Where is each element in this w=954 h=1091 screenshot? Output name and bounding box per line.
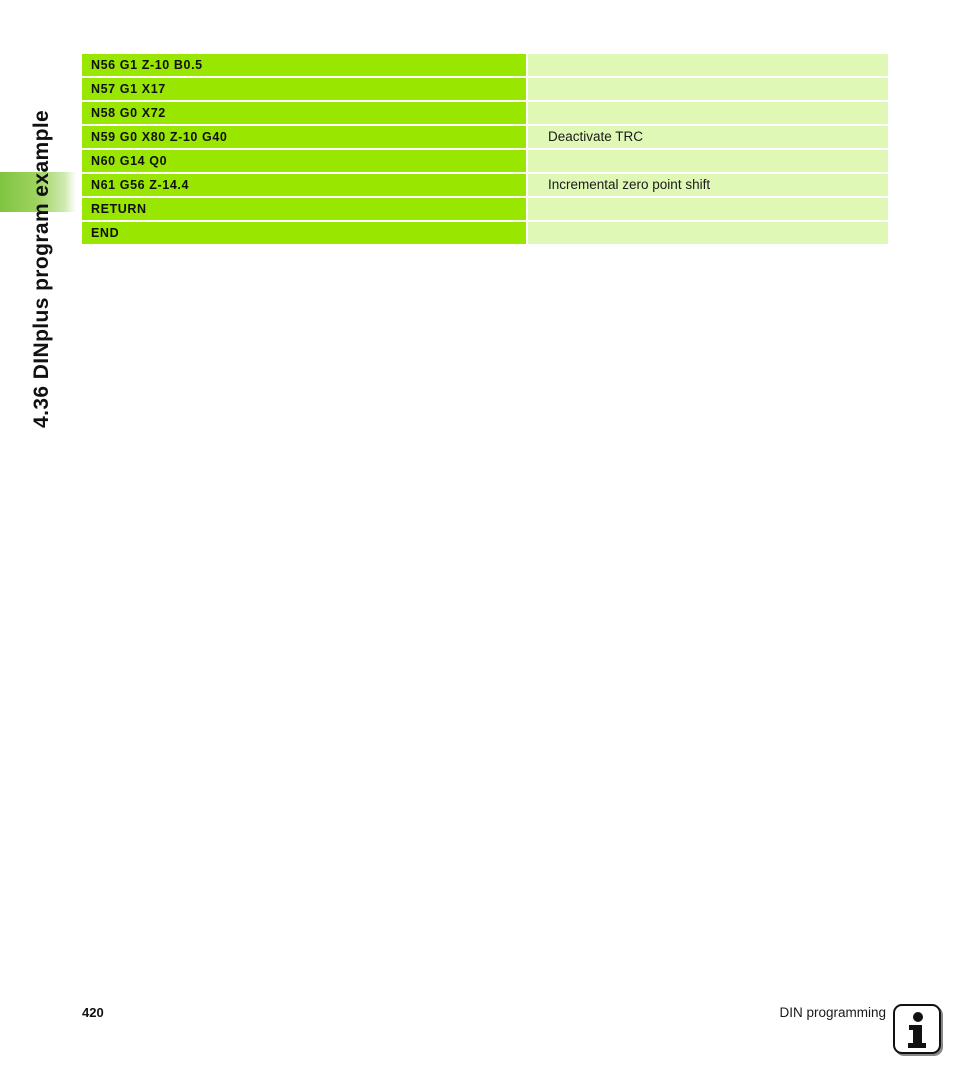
page-number: 420: [82, 1005, 104, 1020]
table-row: [82, 174, 888, 196]
comment-cell: [528, 222, 888, 244]
table-row: [82, 54, 888, 76]
table-row: [82, 102, 888, 124]
code-cell: RETURN: [82, 198, 526, 220]
comment-cell: [528, 102, 888, 124]
comment-cell: Deactivate TRC: [528, 126, 888, 148]
code-cell: N57 G1 X17: [82, 78, 526, 100]
table-row: [82, 150, 888, 172]
comment-cell: [528, 54, 888, 76]
info-icon: [893, 1004, 941, 1054]
code-cell: N56 G1 Z-10 B0.5: [82, 54, 526, 76]
table-row: [82, 222, 888, 244]
table-row: [82, 126, 888, 148]
table-row: [82, 78, 888, 100]
section-title: 4.36 DINplus program example: [30, 109, 53, 428]
info-glyph: [895, 1006, 939, 1052]
comment-cell: [528, 78, 888, 100]
code-cell: N60 G14 Q0: [82, 150, 526, 172]
code-cell: N61 G56 Z-14.4: [82, 174, 526, 196]
code-cell: END: [82, 222, 526, 244]
comment-cell: [528, 150, 888, 172]
comment-cell: Incremental zero point shift: [528, 174, 888, 196]
program-listing-table: [82, 54, 888, 246]
table-row: [82, 198, 888, 220]
footer-section-name: DIN programming: [779, 1005, 886, 1020]
code-cell: N59 G0 X80 Z-10 G40: [82, 126, 526, 148]
comment-cell: [528, 198, 888, 220]
code-cell: N58 G0 X72: [82, 102, 526, 124]
